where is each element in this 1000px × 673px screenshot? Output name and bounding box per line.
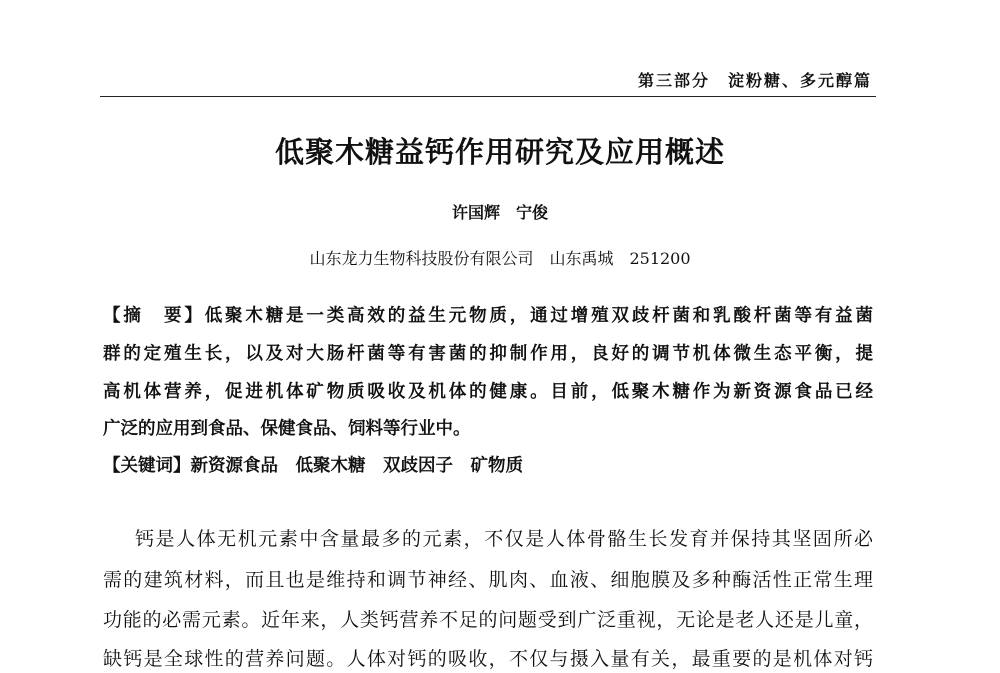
body-line: 功能的必需元素。近年来，人类钙营养不足的问题受到广泛重视，无论是老人还是儿童， — [103, 609, 873, 631]
abstract-line: 广泛的应用到食品、保健食品、饲料等行业中。 — [103, 419, 471, 439]
keywords: 【关键词】新资源食品 低聚木糖 双歧因子 矿物质 — [103, 456, 523, 476]
affiliation: 山东龙力生物科技股份有限公司 山东禹城 251200 — [309, 249, 691, 268]
running-header: 第三部分 淀粉糖、多元醇篇 — [637, 71, 872, 90]
body-line: 缺钙是全球性的营养问题。人体对钙的吸收，不仅与摄入量有关，最重要的是机体对钙 — [103, 648, 873, 670]
header-rule — [100, 96, 876, 97]
abstract-line: 高机体营养，促进机体矿物质吸收及机体的健康。目前，低聚木糖作为新资源食品已经 — [103, 382, 873, 402]
abstract-line: 群的定殖生长，以及对大肠杆菌等有害菌的抑制作用，良好的调节机体微生态平衡，提 — [103, 344, 873, 364]
body-line: 钙是人体无机元素中含量最多的元素，不仅是人体骨骼生长发育并保持其坚固所必 — [135, 528, 873, 550]
body-line: 需的建筑材料，而且也是维持和调节神经、肌肉、血液、细胞膜及多种酶活性正常生理 — [103, 569, 873, 591]
abstract-line: 【摘 要】低聚木糖是一类高效的益生元物质，通过增殖双歧杆菌和乳酸杆菌等有益菌 — [103, 306, 873, 326]
paper-title: 低聚木糖益钙作用研究及应用概述 — [274, 135, 725, 169]
authors: 许国辉 宁俊 — [451, 203, 548, 222]
